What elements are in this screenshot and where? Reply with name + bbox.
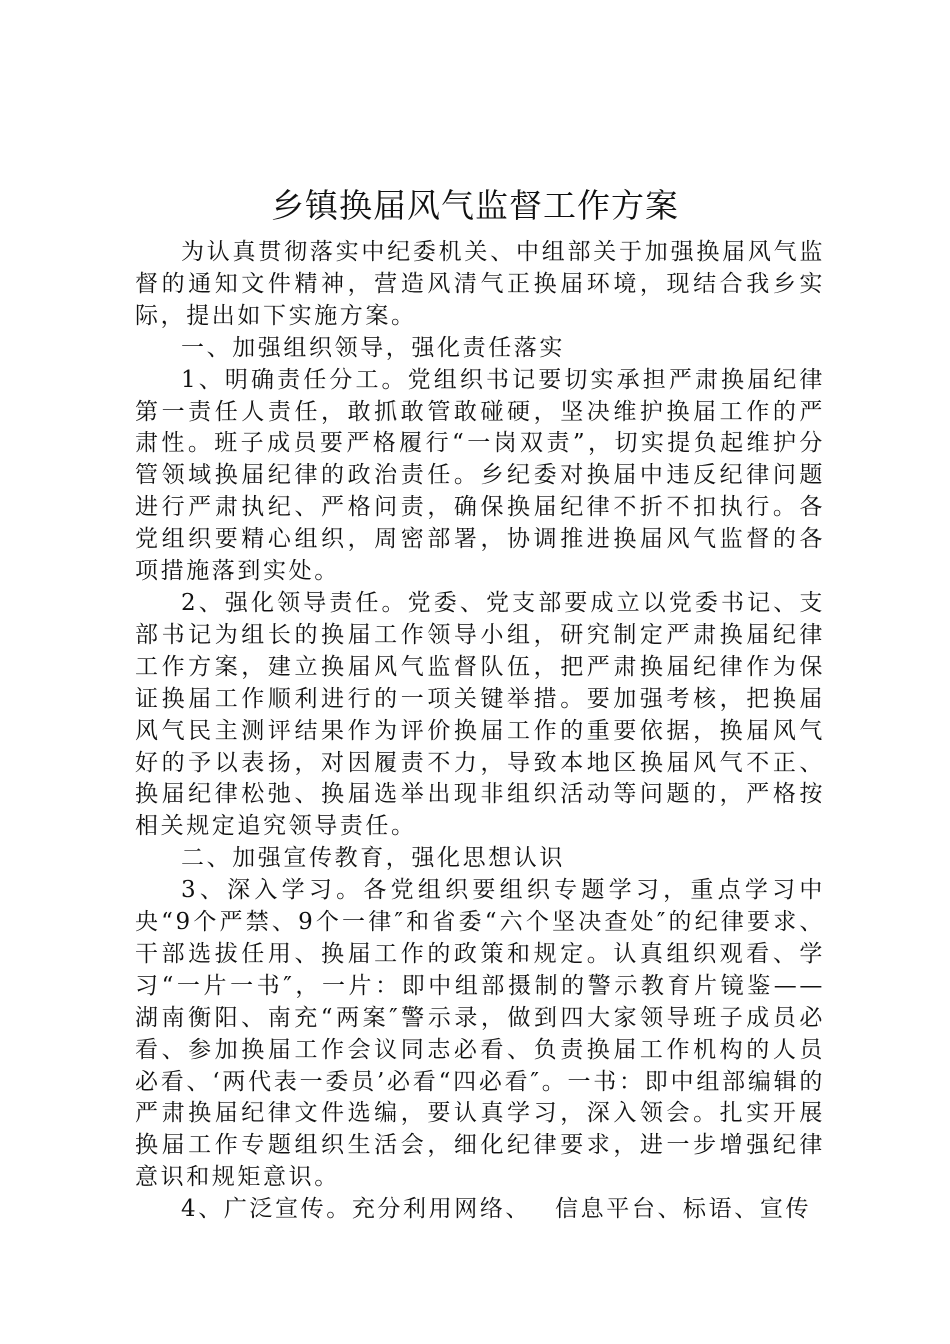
intro-paragraph: 为认真贯彻落实中纪委机关、中组部关于加强换届风气监督的通知文件精神，营造风清气正换届环境，现结合我乡实际，提出如下实施方案。: [135, 239, 825, 329]
paragraph-item-3: 3、深入学习。各党组织要组织专题学习，重点学习中央“9个严禁、9个一律″和省委“六个坚决查处″的纪律要求、干部选拔任用、换届工作的政策和规定。认真组织观看、学习“一片一书″，一片：即中组部摄制的警示教育片镜鉴——湖南衡阳、南充“两案″警示录，做到四大家领导班子成员必看、参加换届工作会议同志必看、负责换届工作机构的人员必看、‘两代表一委员’必看“四必看″。一书：即中组部编辑的严肃换届纪律文件选编，要认真学习，深入领会。扎实开展换届工作专题组织生活会，细化纪律要求，进一步增强纪律意识和规矩意识。: [135, 877, 825, 1191]
document-body: [135, 237, 825, 1226]
section-heading-1: 一、加强组织领导，强化责任落实: [181, 334, 565, 361]
paragraph-item-2: 2、强化领导责任。党委、党支部要成立以党委书记、支部书记为组长的换届工作领导小组，研究制定严肃换届纪律工作方案，建立换届风气监督队伍，把严肃换届纪律作为保证换届工作顺利进行的一项关键举措。要加强考核，把换届风气民主测评结果作为评价换届工作的重要依据，换届风气好的予以表扬，对因履责不力，导致本地区换届风气不正、换届纪律松弛、换届选举出现非组织活动等问题的，严格按相关规定追究领导责任。: [135, 589, 825, 840]
section-heading-2: 二、加强宣传教育，强化思想认识: [181, 845, 565, 872]
paragraph-item-4: 4、广泛宣传。充分利用网络、 信息平台、标语、宣传: [181, 1196, 812, 1223]
paragraph-item-1: 1、明确责任分工。党组织书记要切实承担严肃换届纪律第一责任人责任，敢抓敢管敢碰硬，坚决维护换届工作的严肃性。班子成员要严格履行“一岗双责”，切实提负起维护分管领域换届纪律的政治责任。乡纪委对换届中违反纪律问题进行严肃执纪、严格问责，确保换届纪律不折不扣执行。各党组织要精心组织，周密部署，协调推进换届风气监督的各项措施落到实处。: [135, 366, 825, 585]
document-title: 乡镇换届风气监督工作方案: [271, 186, 679, 225]
